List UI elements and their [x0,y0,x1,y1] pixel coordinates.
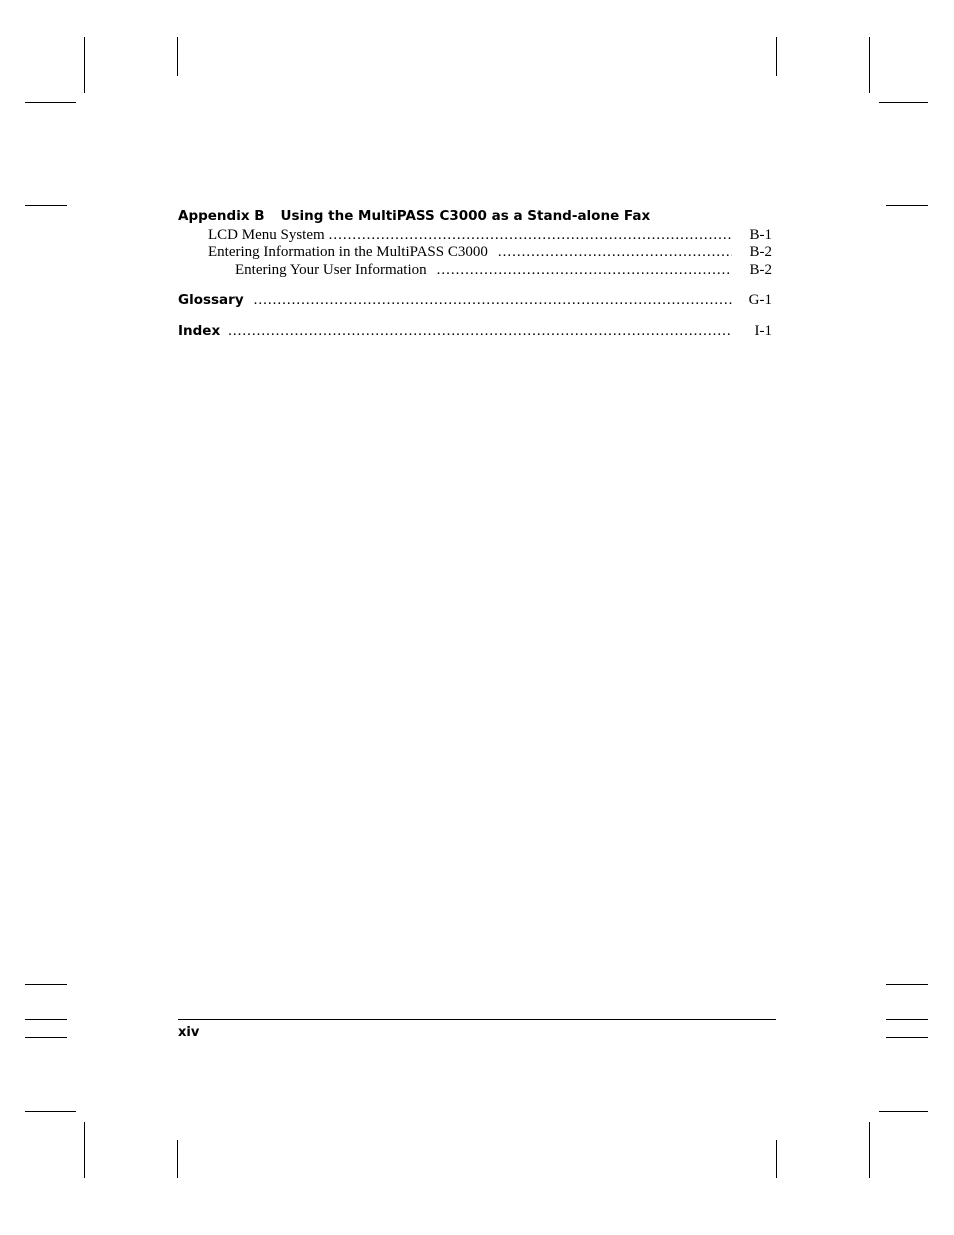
crop-mark [869,37,870,93]
toc-entry-page: B-2 [749,244,772,260]
crop-mark [869,1122,870,1178]
page-number: xiv [178,1025,200,1040]
appendix-label: Appendix B [178,208,265,224]
crop-mark [177,1140,178,1178]
crop-mark [776,37,777,76]
dot-leader [437,262,732,279]
crop-mark [25,102,76,103]
index-page: I-1 [754,323,772,339]
crop-mark [25,984,67,985]
dot-leader [228,323,732,340]
crop-mark [886,1019,928,1020]
toc-glossary[interactable] [178,292,772,309]
crop-mark [879,1111,928,1112]
toc-entry-page: B-2 [749,262,772,278]
index-title: Index [178,323,221,339]
crop-mark [886,1037,928,1038]
crop-mark [84,1122,85,1178]
toc-entry-page: B-1 [749,227,772,243]
toc-entry-title: Entering Your User Information [235,262,427,278]
appendix-title: Using the MultiPASS C3000 as a Stand-alone Fax [280,208,651,224]
glossary-title: Glossary [178,292,244,308]
toc-entry[interactable] [178,262,772,279]
dot-leader [498,244,732,261]
footer-rule [178,1019,776,1020]
crop-mark [25,1019,67,1020]
toc-entry-title: LCD Menu System [208,227,325,243]
crop-mark [776,1140,777,1178]
crop-mark [25,205,67,206]
crop-mark [886,205,928,206]
crop-mark [879,102,928,103]
toc-entry[interactable] [178,244,772,261]
crop-mark [25,1111,76,1112]
crop-mark [25,1037,67,1038]
appendix-heading [178,208,650,224]
dot-leader [329,227,732,244]
toc-index[interactable] [178,323,772,340]
crop-mark [886,984,928,985]
crop-mark [177,37,178,76]
glossary-page: G-1 [748,292,772,308]
dot-leader [254,292,732,309]
toc-entry[interactable] [178,227,772,244]
toc-entry-title: Entering Information in the MultiPASS C3000 [208,244,488,260]
crop-mark [84,37,85,93]
